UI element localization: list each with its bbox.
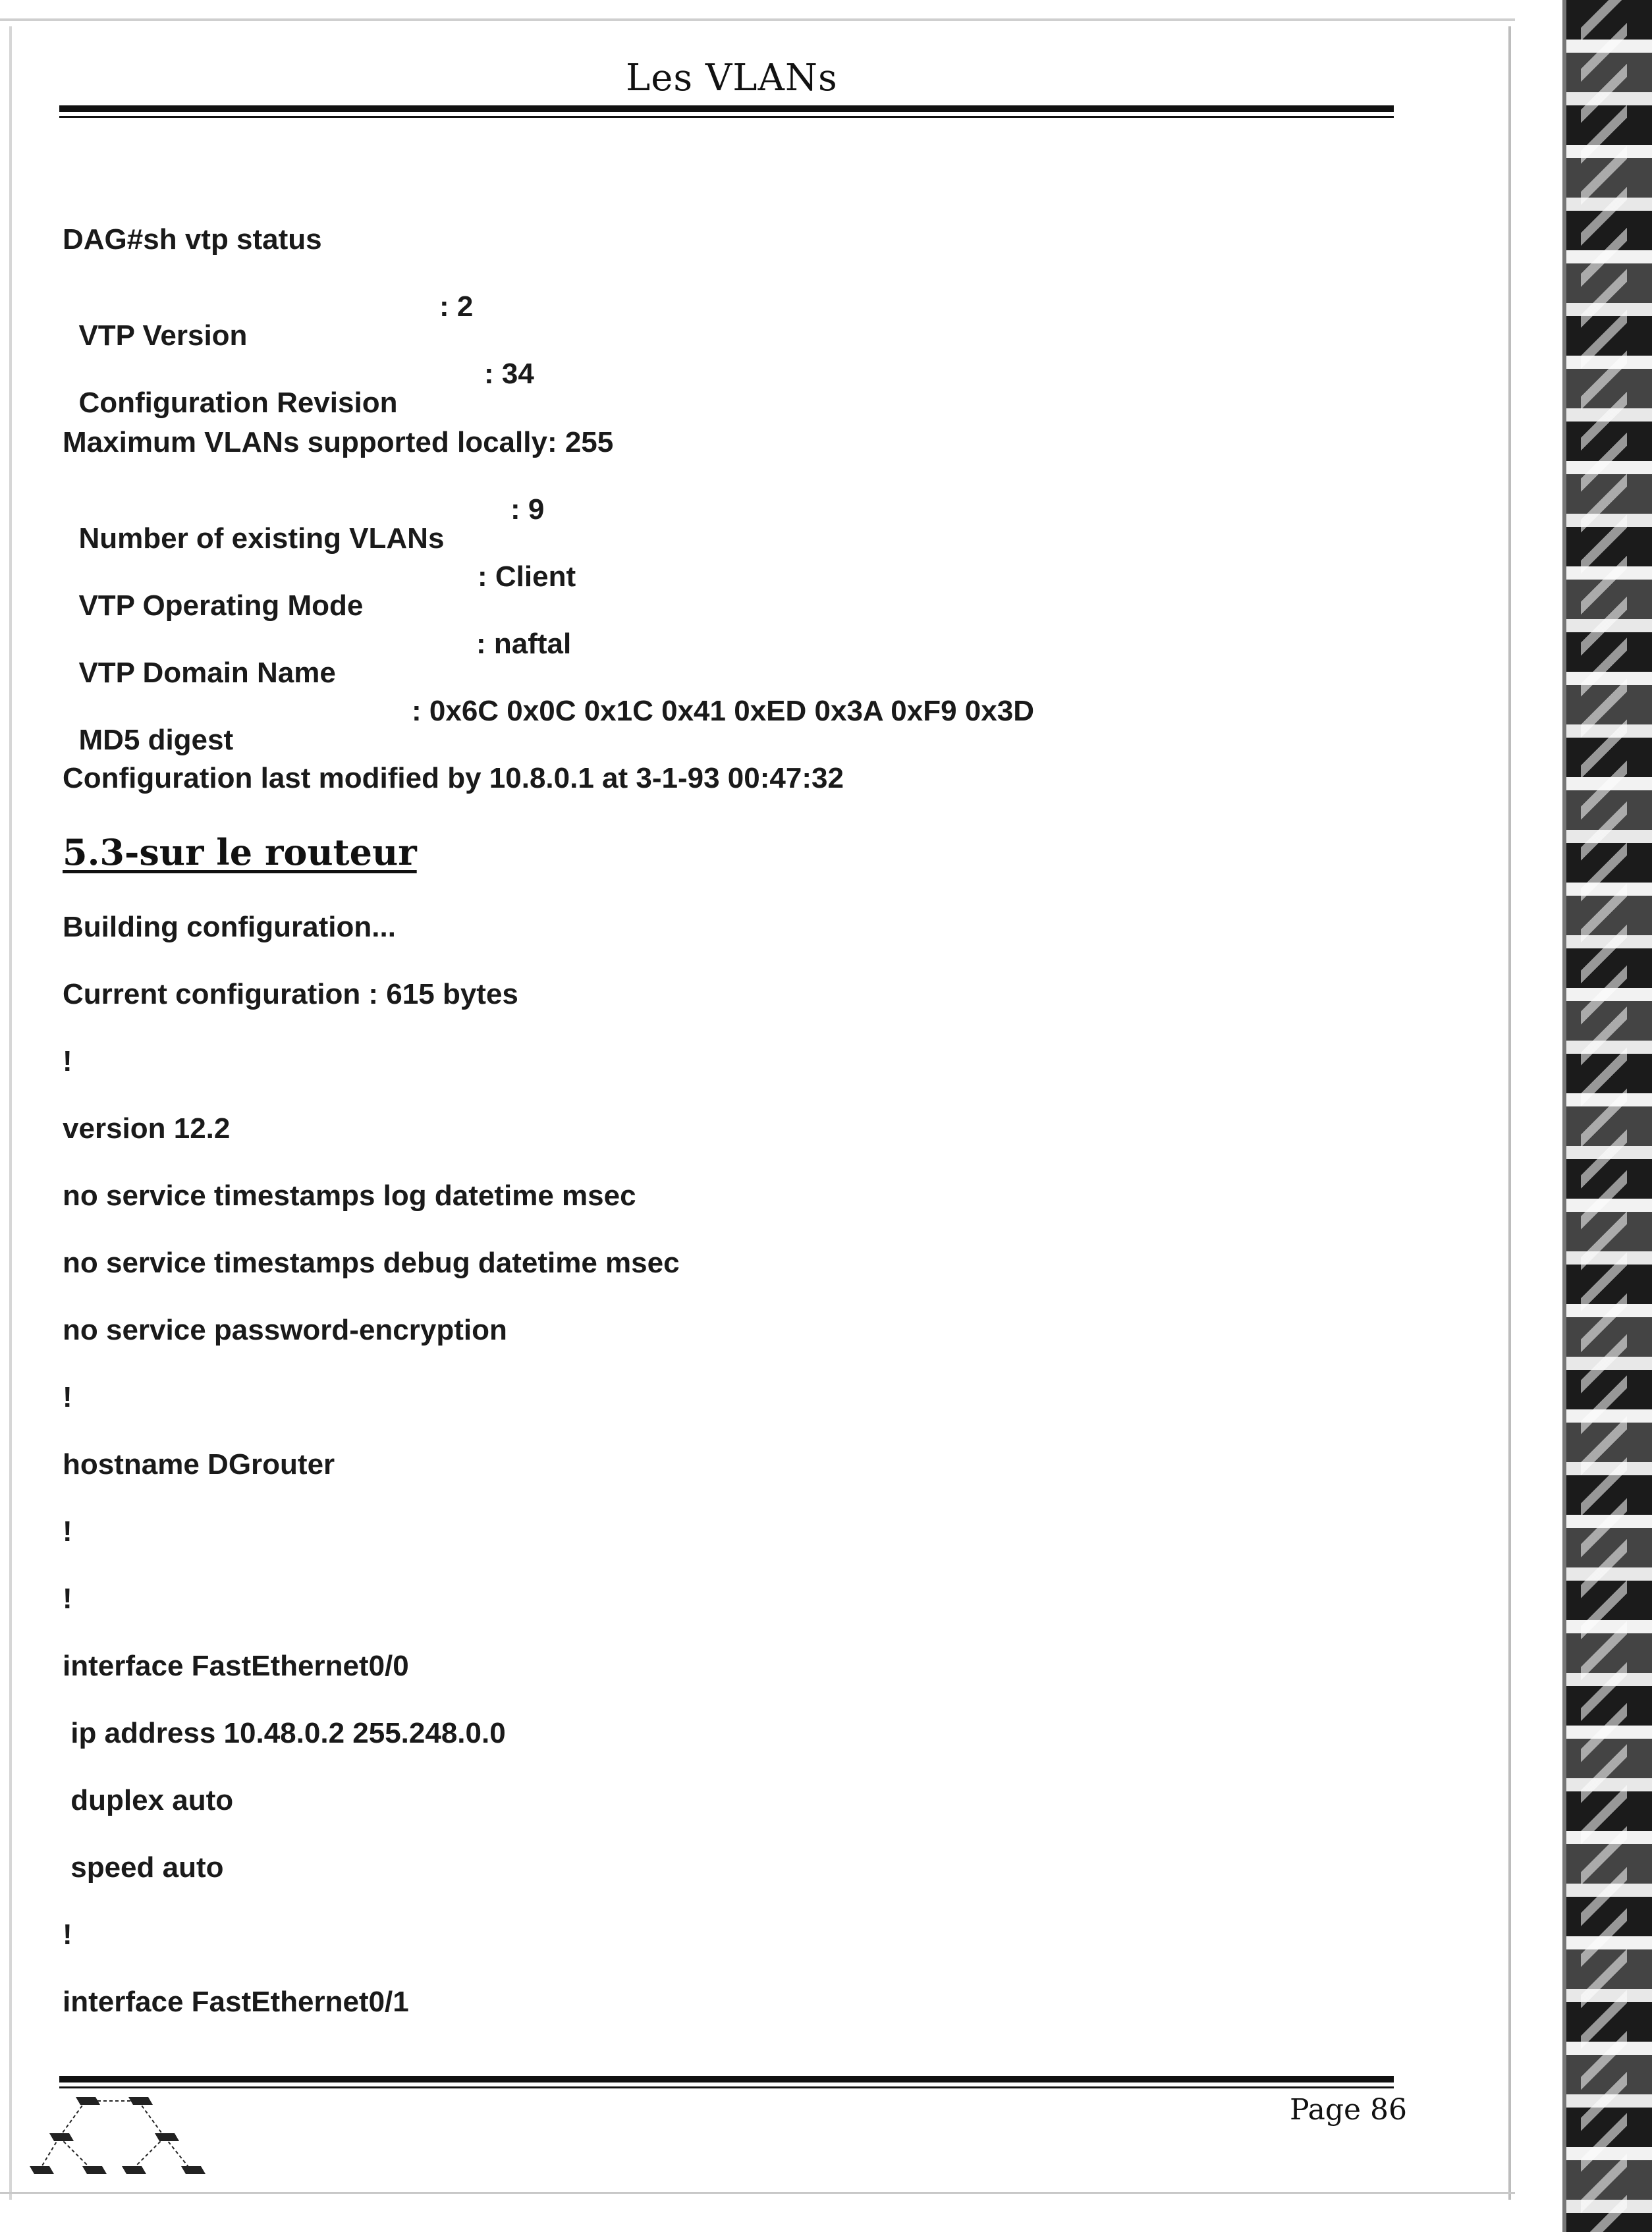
config-line: interface FastEthernet0/1	[63, 1986, 409, 2018]
section-heading: 5.3-sur le routeur	[63, 831, 417, 873]
scan-edge-top	[0, 18, 1515, 21]
footer-rule-thin	[59, 2086, 1394, 2088]
config-line: no service timestamps log datetime msec	[63, 1180, 636, 1212]
config-line: speed auto	[63, 1851, 224, 1884]
config-line: Current configuration : 615 bytes	[63, 978, 518, 1010]
config-line: !	[63, 1381, 72, 1413]
scan-edge-left	[9, 26, 12, 2200]
config-line: !	[63, 1045, 72, 1077]
header-rule-thin	[59, 116, 1394, 118]
scan-edge-bottom	[0, 2192, 1515, 2194]
config-line: hostname DGrouter	[63, 1448, 335, 1481]
vtp-last-modified: Configuration last modified by 10.8.0.1 at 3-1-93 00:47:32	[63, 762, 844, 794]
config-line: ip address 10.48.0.2 255.248.0.0	[63, 1717, 506, 1749]
decorative-border-pattern	[1581, 0, 1627, 2232]
scan-edge-right	[1508, 26, 1511, 2200]
footer-rule-thick	[59, 2076, 1394, 2082]
config-line: duplex auto	[63, 1784, 234, 1816]
vtp-field-label: VTP Operating Mode	[78, 589, 364, 622]
header-rule-thick	[59, 105, 1394, 112]
page-number: Page 86	[1290, 2093, 1408, 2127]
config-line: !	[63, 1583, 72, 1615]
vtp-field-label: Maximum VLANs supported locally	[63, 426, 547, 458]
page-header-title: Les VLANs	[626, 57, 838, 99]
config-line: no service timestamps debug datetime msec	[63, 1247, 680, 1279]
vtp-field-value: : 34	[484, 358, 534, 390]
config-line: no service password-encryption	[63, 1314, 507, 1346]
config-line: !	[63, 1919, 72, 1951]
vtp-command: DAG#sh vtp status	[63, 223, 322, 256]
vtp-field-value: : 2	[439, 290, 474, 323]
vtp-field-label: Configuration Revision	[78, 387, 398, 419]
vtp-field-label: Number of existing VLANs	[78, 522, 445, 555]
config-line: Building configuration...	[63, 911, 396, 943]
config-line: !	[63, 1515, 72, 1548]
vtp-field-label: VTP Version	[78, 319, 248, 352]
vtp-field-value: : naftal	[476, 628, 572, 660]
vtp-field-value: : 0x6C 0x0C 0x1C 0x41 0xED 0x3A 0xF9 0x3D	[412, 695, 1034, 727]
vtp-field-label: VTP Domain Name	[78, 657, 336, 689]
vtp-field-value: : 9	[510, 493, 545, 526]
vtp-field-label: MD5 digest	[78, 724, 234, 756]
vtp-field-value: : Client	[478, 560, 576, 593]
network-topology-icon	[26, 2088, 211, 2187]
config-line: interface FastEthernet0/0	[63, 1650, 409, 1682]
config-line: version 12.2	[63, 1112, 231, 1145]
vtp-field-row	[63, 428, 613, 457]
vtp-field-value: : 255	[547, 426, 614, 458]
